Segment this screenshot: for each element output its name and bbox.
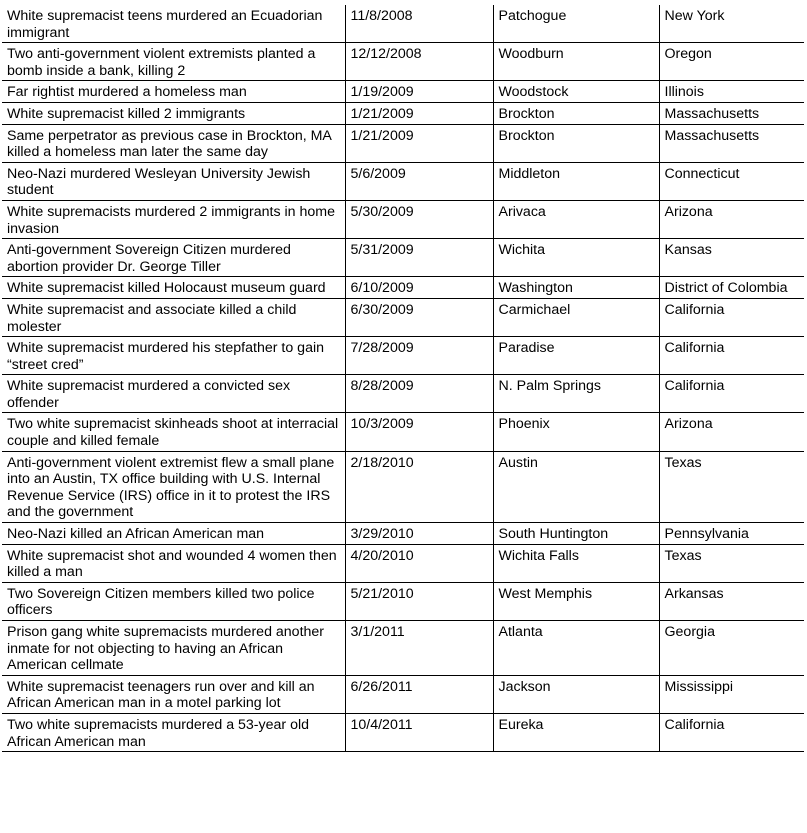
incident-description-cell: Same perpetrator as previous case in Brockton, MA killed a homeless man later the same day <box>2 124 345 162</box>
incident-date-cell: 6/26/2011 <box>345 675 493 713</box>
incident-city-cell: Phoenix <box>493 413 659 451</box>
incident-description-cell: Prison gang white supremacists murdered another inmate for not objecting to having an African American cellmate <box>2 621 345 676</box>
incident-table <box>2 5 804 752</box>
incident-description-cell: White supremacists murdered 2 immigrants in home invasion <box>2 200 345 238</box>
incident-city-cell: Brockton <box>493 102 659 124</box>
incident-date-cell: 4/20/2010 <box>345 544 493 582</box>
incident-state-cell: Mississippi <box>659 675 804 713</box>
incident-state-cell: California <box>659 375 804 413</box>
table-row <box>2 621 804 676</box>
incident-date-cell: 11/8/2008 <box>345 5 493 43</box>
incident-state-cell: Texas <box>659 451 804 522</box>
incident-table-body <box>2 5 804 752</box>
table-row <box>2 81 804 103</box>
incident-date-cell: 3/1/2011 <box>345 621 493 676</box>
incident-date-cell: 10/4/2011 <box>345 713 493 751</box>
table-row <box>2 43 804 81</box>
incident-description-cell: White supremacist teenagers run over and kill an African American man in a motel parking lot <box>2 675 345 713</box>
incident-state-cell: Massachusetts <box>659 102 804 124</box>
incident-state-cell: Texas <box>659 544 804 582</box>
incident-state-cell: Pennsylvania <box>659 523 804 545</box>
incident-city-cell: Austin <box>493 451 659 522</box>
incident-date-cell: 7/28/2009 <box>345 337 493 375</box>
table-row <box>2 298 804 336</box>
incident-state-cell: District of Colombia <box>659 277 804 299</box>
table-row <box>2 675 804 713</box>
incident-date-cell: 1/19/2009 <box>345 81 493 103</box>
table-row <box>2 200 804 238</box>
incident-state-cell: Arkansas <box>659 582 804 620</box>
table-row <box>2 124 804 162</box>
incident-date-cell: 1/21/2009 <box>345 102 493 124</box>
incident-description-cell: White supremacist shot and wounded 4 women then killed a man <box>2 544 345 582</box>
incident-description-cell: Neo-Nazi killed an African American man <box>2 523 345 545</box>
incident-state-cell: Oregon <box>659 43 804 81</box>
incident-description-cell: White supremacist and associate killed a child molester <box>2 298 345 336</box>
incident-date-cell: 5/31/2009 <box>345 239 493 277</box>
incident-state-cell: California <box>659 713 804 751</box>
table-row <box>2 337 804 375</box>
incident-description-cell: White supremacist killed Holocaust museum guard <box>2 277 345 299</box>
incident-description-cell: White supremacist killed 2 immigrants <box>2 102 345 124</box>
incident-description-cell: Far rightist murdered a homeless man <box>2 81 345 103</box>
incident-city-cell: West Memphis <box>493 582 659 620</box>
table-row <box>2 375 804 413</box>
incident-city-cell: Atlanta <box>493 621 659 676</box>
incident-city-cell: Brockton <box>493 124 659 162</box>
incident-state-cell: Arizona <box>659 413 804 451</box>
table-row <box>2 523 804 545</box>
incident-date-cell: 6/30/2009 <box>345 298 493 336</box>
incident-city-cell: South Huntington <box>493 523 659 545</box>
table-row <box>2 239 804 277</box>
incident-description-cell: Neo-Nazi murdered Wesleyan University Jewish student <box>2 162 345 200</box>
incident-city-cell: Woodburn <box>493 43 659 81</box>
table-row <box>2 277 804 299</box>
incident-date-cell: 8/28/2009 <box>345 375 493 413</box>
incident-description-cell: Two white supremacists murdered a 53-year old African American man <box>2 713 345 751</box>
incident-state-cell: New York <box>659 5 804 43</box>
incident-date-cell: 5/6/2009 <box>345 162 493 200</box>
incident-date-cell: 12/12/2008 <box>345 43 493 81</box>
incident-date-cell: 2/18/2010 <box>345 451 493 522</box>
incident-date-cell: 5/21/2010 <box>345 582 493 620</box>
incident-city-cell: Patchogue <box>493 5 659 43</box>
table-row <box>2 713 804 751</box>
incident-city-cell: Washington <box>493 277 659 299</box>
incident-description-cell: Anti-government violent extremist flew a small plane into an Austin, TX office building with U.S. Internal Revenue Service (IRS) office in it to protest the IRS and the government <box>2 451 345 522</box>
incident-state-cell: California <box>659 337 804 375</box>
table-row <box>2 162 804 200</box>
table-row <box>2 544 804 582</box>
incident-state-cell: California <box>659 298 804 336</box>
incident-date-cell: 6/10/2009 <box>345 277 493 299</box>
incident-description-cell: Anti-government Sovereign Citizen murdered abortion provider Dr. George Tiller <box>2 239 345 277</box>
incident-state-cell: Connecticut <box>659 162 804 200</box>
incident-state-cell: Illinois <box>659 81 804 103</box>
table-row <box>2 5 804 43</box>
table-row <box>2 102 804 124</box>
incident-date-cell: 10/3/2009 <box>345 413 493 451</box>
incident-state-cell: Kansas <box>659 239 804 277</box>
incident-date-cell: 3/29/2010 <box>345 523 493 545</box>
incident-city-cell: Eureka <box>493 713 659 751</box>
incident-city-cell: Carmichael <box>493 298 659 336</box>
incident-state-cell: Georgia <box>659 621 804 676</box>
incident-state-cell: Arizona <box>659 200 804 238</box>
incident-description-cell: White supremacist teens murdered an Ecuadorian immigrant <box>2 5 345 43</box>
incident-date-cell: 1/21/2009 <box>345 124 493 162</box>
incident-city-cell: Arivaca <box>493 200 659 238</box>
incident-city-cell: Paradise <box>493 337 659 375</box>
incident-description-cell: Two Sovereign Citizen members killed two police officers <box>2 582 345 620</box>
table-row <box>2 451 804 522</box>
incident-description-cell: White supremacist murdered his stepfather to gain “street cred” <box>2 337 345 375</box>
incident-city-cell: Wichita <box>493 239 659 277</box>
incident-description-cell: White supremacist murdered a convicted sex offender <box>2 375 345 413</box>
incident-description-cell: Two white supremacist skinheads shoot at interracial couple and killed female <box>2 413 345 451</box>
incident-city-cell: Wichita Falls <box>493 544 659 582</box>
incident-city-cell: N. Palm Springs <box>493 375 659 413</box>
incident-city-cell: Jackson <box>493 675 659 713</box>
table-row <box>2 413 804 451</box>
incident-date-cell: 5/30/2009 <box>345 200 493 238</box>
incident-state-cell: Massachusetts <box>659 124 804 162</box>
incident-description-cell: Two anti-government violent extremists planted a bomb inside a bank, killing 2 <box>2 43 345 81</box>
incident-city-cell: Middleton <box>493 162 659 200</box>
table-row <box>2 582 804 620</box>
incident-city-cell: Woodstock <box>493 81 659 103</box>
